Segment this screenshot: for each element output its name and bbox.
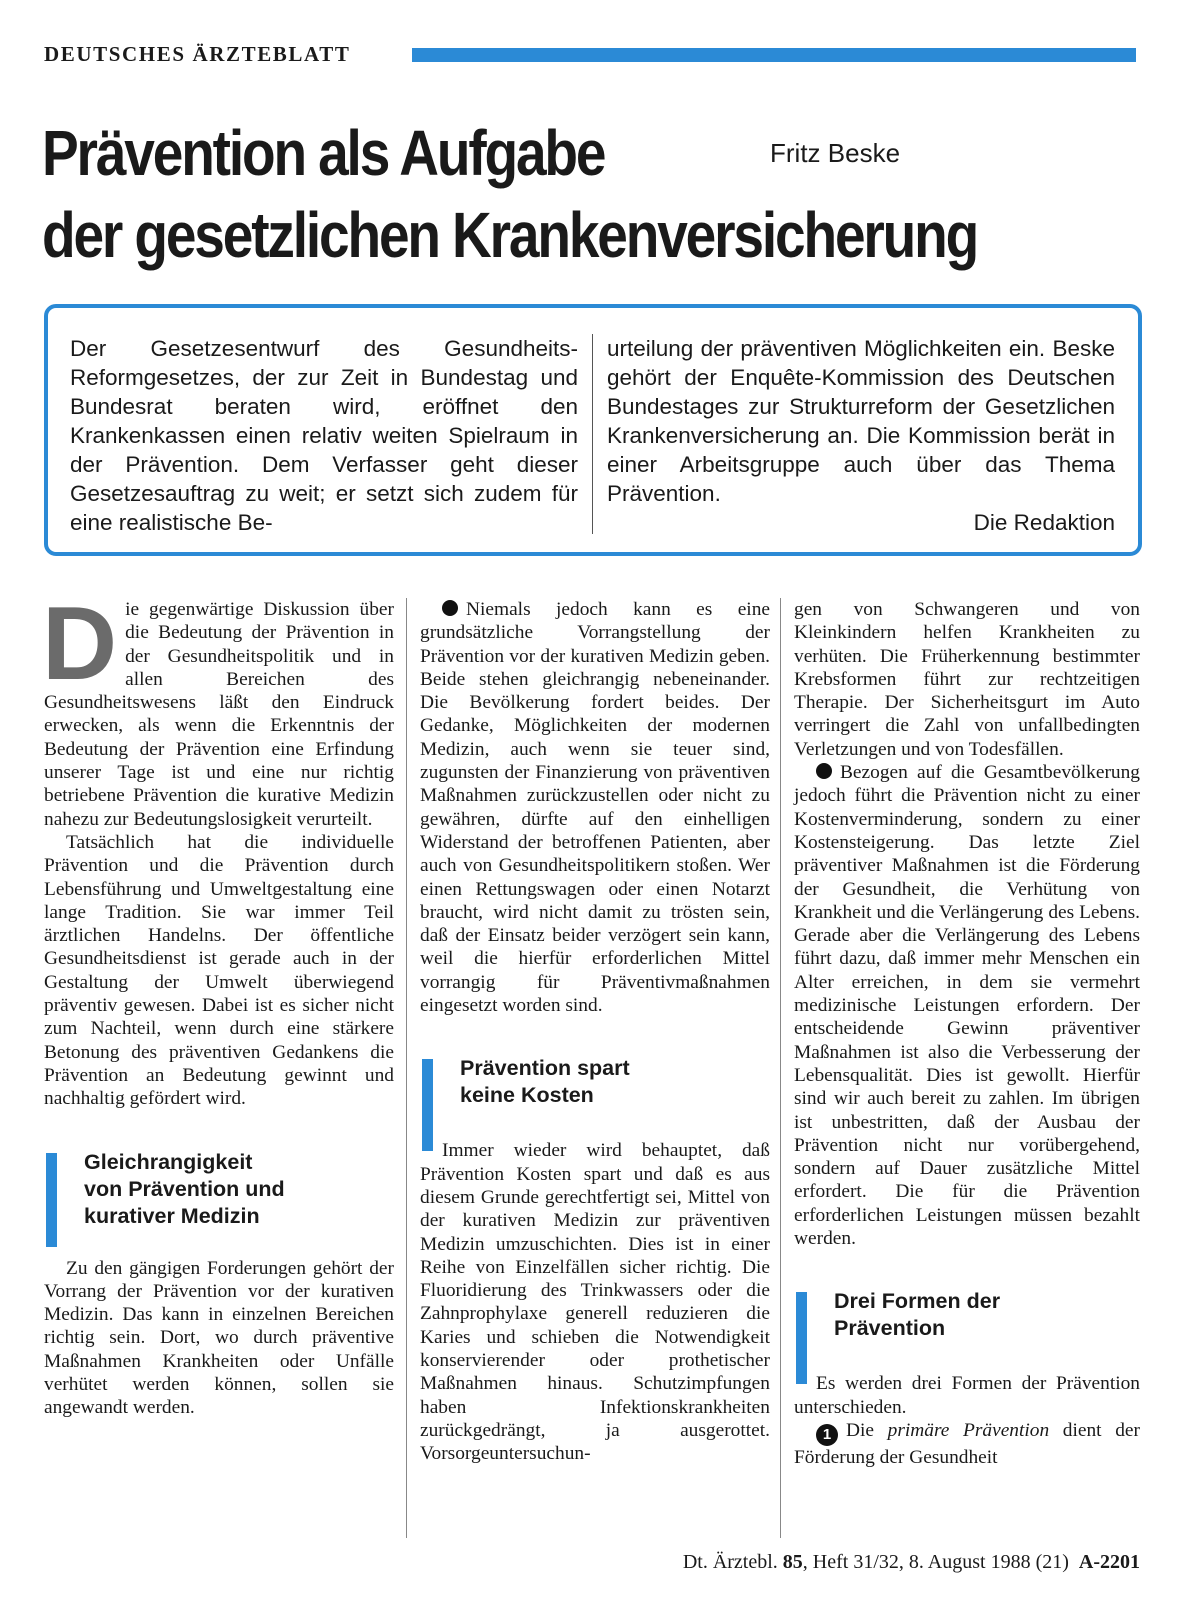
paragraph: Zu den gängigen Forderungen gehört der Vorrang der Prävention vor der kurativen Medizin. Das kann in einzelnen Bereichen richtig sein. Dort, wo durch präventive Maßnahmen Krankheiten oder Unfälle verhütet werden können, sollen sie angewandt werden.: [44, 1257, 394, 1419]
section-heading: [420, 1055, 770, 1125]
heading-line: Drei Formen der: [834, 1289, 1001, 1314]
bullet-icon: [442, 600, 458, 616]
column-2: [420, 598, 770, 1466]
section-heading: [794, 1288, 1140, 1358]
paragraph-text: ie gegenwärtige Diskussion über die Bedeutung der Prävention in der Gesundheitspolitik und in allen Bereichen des Gesundheitswesens läßt den Eindruck erwecken, als wenn die Erkenntnis der Bedeutung der Prävention eine Erfindung unserer Tage ist und eine nur richtig betriebene Prävention die kurative Medizin nahezu zur Bedeutungslosigkeit verurteilt.: [44, 599, 394, 830]
heading-line: Prävention spart: [460, 1056, 630, 1081]
section-heading-text: [460, 1055, 770, 1109]
footer-journal: Dt. Ärztebl.: [682, 1551, 778, 1573]
column-1: [42, 586, 394, 1420]
page-footer: [0, 1551, 1140, 1574]
column-rule: [780, 598, 781, 1538]
abstract-divider: [592, 334, 593, 534]
paragraph: [794, 1419, 1140, 1469]
section-heading-bar: [796, 1292, 807, 1384]
abstract-right-text: urteilung der präventiven Möglichkeiten ein. Beske gehört der Enquête-Kommission des Deutschen Bundestages zur Strukturreform der Gesetzlichen Krankenversicherung an. Die Kommission berät in einer Arbeitsgruppe auch über das Thema Prävention.: [607, 336, 1115, 506]
footer-volume: 85: [782, 1551, 803, 1573]
author-name: Fritz Beske: [770, 138, 901, 168]
column-rule: [406, 598, 407, 1538]
paragraph-text: Die: [846, 1419, 874, 1441]
paragraph-text: Niemals jedoch kann es eine grundsätzliche Vorrangstellung der Prävention vor der kurativen Medizin geben. Beide stehen gleichrangig nebeneinander. Die Bevölkerung fordert beides. Der Gedanke, Möglichkeiten der modernen Medizin, auch wenn sie teuer sind, zugunsten der Finanzierung von präventiven Maßnahmen zurückzustellen oder nicht zu gewähren, dürfte auf den einhelligen Widerstand der betroffenen Patienten, aber auch von Gesundheitspolitikern stoßen. Wer einen Rettungswagen oder einen Notarzt braucht, wird nicht damit zu trösten sein, daß der Einsatz beider verzögert sein kann, weil die hierfür erforderlichen Mittel vorrangig für Präventivmaßnahmen eingesetzt worden sind.: [420, 599, 770, 1017]
paragraph: Es werden drei Formen der Prävention unterschieden.: [794, 1373, 1140, 1418]
number-one-icon: 1: [816, 1424, 838, 1446]
drop-cap: D: [42, 586, 118, 702]
masthead-title: DEUTSCHES ÄRZTEBLATT: [44, 42, 351, 66]
section-heading-text: [834, 1288, 1140, 1342]
paragraph-text: dient der Förderung der Gesundheit: [794, 1419, 1140, 1468]
paragraph: gen von Schwangeren und von Kleinkindern helfen Krankheiten zu verhüten. Die Früherkennung bestimmter Krebsformen führt zur rechtzeitigen Therapie. Der Sicherheitsgurt im Auto verringert die Zahl von unfallbedingten Verletzungen und von Todesfällen.: [794, 599, 1140, 760]
column-3: [794, 598, 1140, 1469]
article-title-line1: Prävention als Aufgabe: [42, 117, 605, 189]
heading-line: Gleichrangigkeit: [84, 1149, 253, 1174]
section-heading-bar: [46, 1153, 57, 1247]
paragraph-text: Bezogen auf die Gesamtbevölkerung jedoch führt die Prävention nicht zu einer Kostenverminderung, sondern zu einer Kostensteigerung. Das letzte Ziel präventiver Maßnahmen ist die Förderung der Gesundheit, die Verhütung von Krankheit und die Verlängerung des Lebens. Gerade aber die Verlängerung des Lebens führt dazu, daß immer mehr Menschen ein Alter erreichen, in dem sie vermehrt medizinische Leistungen erfordern. Der entscheidende Gewinn präventiver Maßnahmen ist also die Verbesserung der Lebensqualität. Dies ist gewollt. Hierfür sind wir auch bereit zu zahlen. Im übrigen ist unbestritten, daß der Ausbau der Prävention nicht nur vorübergehend, sondern auf Dauer zusätzliche Mittel erfordert. Die für die Prävention erforderlichen Leistungen müssen bezahlt werden.: [794, 762, 1140, 1250]
article-title-line2: der gesetzlichen Krankenversicherung: [42, 199, 978, 271]
paragraph: [42, 586, 394, 831]
paragraph: [420, 598, 770, 1017]
heading-line: Prävention: [834, 1316, 946, 1341]
footer-page-number: A-2201: [1078, 1551, 1140, 1573]
paragraph: [794, 761, 1140, 1250]
section-heading-bar: [422, 1059, 433, 1151]
footer-issue: , Heft 31/32, 8. August 1988 (21): [802, 1551, 1069, 1573]
masthead-bar: [412, 48, 1136, 62]
heading-line: kurativer Medizin: [84, 1203, 260, 1228]
paragraph: Tatsächlich hat die individuelle Prävention und die Prävention durch Lebensführung und Umweltgestaltung eine lange Tradition. Sie war immer Teil ärztlichen Handelns. Der öffentliche Gesundheitsdienst ist gerade auch in der Gestaltung der Umwelt überwiegend präventiv gewesen. Dabei ist es sicher nicht zum Nachteil, wenn durch eine stärkere Betonung des präventiven Gedankens die Prävention an Bedeutung gewinnt und nachhaltig gefördert wird.: [44, 831, 394, 1110]
abstract-box: [44, 304, 1142, 556]
article-title: [42, 112, 988, 276]
masthead: [44, 40, 1136, 70]
abstract-left-column: Der Gesetzesentwurf des Gesundheits-Reformgesetzes, der zur Zeit in Bundestag und Bundesrat beraten wird, eröffnet den Krankenkassen einen relativ weiten Spielraum in der Prävention. Dem Verfasser geht dieser Gesetzesauftrag zu weit; er setzt sich zudem für eine realistische Be-: [70, 336, 578, 535]
emphasis-text: primäre Prävention: [887, 1419, 1050, 1441]
section-heading-text: [84, 1149, 394, 1230]
bullet-icon: [816, 763, 832, 779]
heading-line: von Prävention und: [84, 1176, 285, 1201]
heading-line: keine Kosten: [460, 1083, 594, 1108]
section-heading: [44, 1149, 394, 1243]
paragraph: Immer wieder wird behauptet, daß Prävention Kosten spart und daß es aus diesem Grunde gerechtfertigt sei, Mittel von der kurativen Medizin zur präventiven Medizin umzuschichten. Dies ist in einer Reihe von Einzelfällen sicher richtig. Die Fluoridierung des Trinkwassers oder die Zahnprophylaxe generell reduzieren die Karies und schieben die Notwendigkeit konservierender oder prothetischer Maßnahmen hinaus. Schutzimpfungen haben Infektionskrankheiten zurückgedrängt, ja ausgerottet. Vorsorgeuntersuchun-: [420, 1140, 770, 1465]
abstract-right-column: [607, 334, 1115, 537]
abstract-credit: Die Redaktion: [973, 510, 1115, 535]
